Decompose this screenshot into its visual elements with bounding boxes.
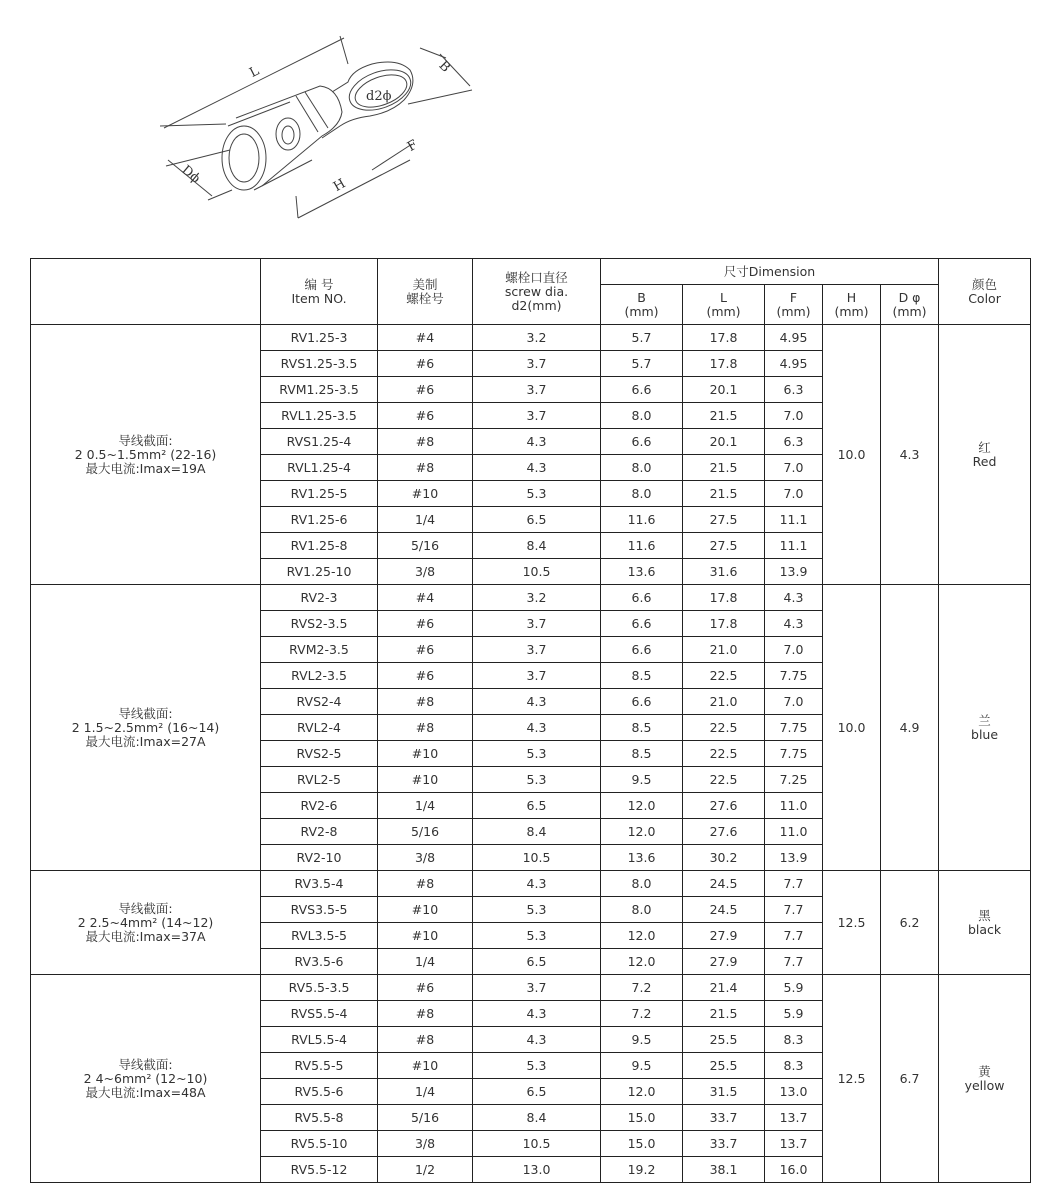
- cell-us: #8: [378, 1027, 473, 1053]
- cell-h: 10.0: [823, 325, 881, 585]
- cell-d2: 4.3: [473, 689, 601, 715]
- cell-f: 5.9: [765, 1001, 823, 1027]
- wire-current: 最大电流:Imax=19A: [85, 460, 206, 476]
- cell-d2: 8.4: [473, 1105, 601, 1131]
- cell-item: RVS2-3.5: [261, 611, 378, 637]
- cell-b: 8.0: [601, 871, 683, 897]
- cell-l: 21.5: [683, 403, 765, 429]
- cell-item: RV1.25-3: [261, 325, 378, 351]
- cell-d2: 6.5: [473, 949, 601, 975]
- cell-dphi: 4.9: [881, 585, 939, 871]
- cell-d2: 5.3: [473, 1053, 601, 1079]
- cell-l: 25.5: [683, 1053, 765, 1079]
- cell-l: 21.4: [683, 975, 765, 1001]
- cell-f: 13.0: [765, 1079, 823, 1105]
- cell-item: RVL2-5: [261, 767, 378, 793]
- cell-us: 3/8: [378, 559, 473, 585]
- cell-h: 10.0: [823, 585, 881, 871]
- wire-wire-label: 导线截面:: [118, 432, 173, 448]
- cell-d2: 6.5: [473, 793, 601, 819]
- cell-f: 13.9: [765, 559, 823, 585]
- cell-f: 11.1: [765, 507, 823, 533]
- table-row: [31, 871, 1031, 897]
- cell-d2: 8.4: [473, 533, 601, 559]
- cell-l: 21.0: [683, 689, 765, 715]
- label-b: B: [435, 58, 453, 76]
- cell-item: RVL1.25-4: [261, 455, 378, 481]
- header-us-bolt: 美制 螺栓号: [378, 259, 473, 325]
- cell-l: 24.5: [683, 871, 765, 897]
- cell-item: RVL1.25-3.5: [261, 403, 378, 429]
- cell-item: RV3.5-4: [261, 871, 378, 897]
- cell-b: 6.6: [601, 585, 683, 611]
- cell-item: RV1.25-10: [261, 559, 378, 585]
- cell-us: 5/16: [378, 533, 473, 559]
- cell-b: 8.0: [601, 403, 683, 429]
- cell-us: #6: [378, 637, 473, 663]
- cell-d2: 3.7: [473, 403, 601, 429]
- cell-f: 4.3: [765, 611, 823, 637]
- cell-us: #10: [378, 481, 473, 507]
- cell-l: 24.5: [683, 897, 765, 923]
- cell-l: 17.8: [683, 325, 765, 351]
- cell-d2: 13.0: [473, 1157, 601, 1183]
- cell-item: RV2-8: [261, 819, 378, 845]
- cell-item: RV5.5-5: [261, 1053, 378, 1079]
- wire-current: 最大电流:Imax=48A: [85, 1084, 206, 1100]
- cell-l: 22.5: [683, 767, 765, 793]
- cell-d2: 3.2: [473, 325, 601, 351]
- cell-h: 12.5: [823, 975, 881, 1183]
- cell-b: 7.2: [601, 1001, 683, 1027]
- cell-item: RVM1.25-3.5: [261, 377, 378, 403]
- cell-d2: 4.3: [473, 1027, 601, 1053]
- cell-f: 13.7: [765, 1105, 823, 1131]
- wire-wire-label: 导线截面:: [118, 900, 173, 916]
- cell-b: 6.6: [601, 637, 683, 663]
- cell-l: 27.5: [683, 507, 765, 533]
- cell-f: 8.3: [765, 1027, 823, 1053]
- header-color: 颜色 Color: [939, 259, 1031, 325]
- cell-l: 27.9: [683, 923, 765, 949]
- cell-d2: 4.3: [473, 715, 601, 741]
- cell-d2: 6.5: [473, 1079, 601, 1105]
- cell-us: #4: [378, 325, 473, 351]
- wire-wire-size: 2 2.5~4mm² (14~12): [77, 914, 214, 930]
- cell-d2: 4.3: [473, 1001, 601, 1027]
- cell-f: 13.7: [765, 1131, 823, 1157]
- color-cell: [939, 975, 1031, 1183]
- cell-b: 8.5: [601, 715, 683, 741]
- cell-us: 1/2: [378, 1157, 473, 1183]
- cell-item: RV2-6: [261, 793, 378, 819]
- spec-table: [30, 258, 1031, 1183]
- cell-l: 22.5: [683, 715, 765, 741]
- cell-l: 33.7: [683, 1131, 765, 1157]
- cell-f: 6.3: [765, 377, 823, 403]
- cell-us: #8: [378, 871, 473, 897]
- cell-l: 27.6: [683, 793, 765, 819]
- cell-item: RV5.5-6: [261, 1079, 378, 1105]
- cell-f: 5.9: [765, 975, 823, 1001]
- header-wire: [31, 259, 261, 325]
- cell-d2: 3.7: [473, 351, 601, 377]
- cell-b: 8.0: [601, 897, 683, 923]
- cell-item: RV3.5-6: [261, 949, 378, 975]
- wire-wire-size: 2 0.5~1.5mm² (22-16): [74, 446, 217, 462]
- cell-d2: 10.5: [473, 559, 601, 585]
- cell-b: 8.5: [601, 741, 683, 767]
- cell-us: #8: [378, 715, 473, 741]
- header-screw-dia: 螺栓口直径 screw dia. d2(mm): [473, 259, 601, 325]
- cell-f: 7.7: [765, 897, 823, 923]
- cell-item: RVS3.5-5: [261, 897, 378, 923]
- cell-item: RVL2-3.5: [261, 663, 378, 689]
- cell-f: 7.7: [765, 949, 823, 975]
- cell-d2: 5.3: [473, 897, 601, 923]
- header-l: L (mm): [683, 285, 765, 325]
- cell-us: 1/4: [378, 949, 473, 975]
- cell-item: RV2-10: [261, 845, 378, 871]
- cell-d2: 8.4: [473, 819, 601, 845]
- header-f: F (mm): [765, 285, 823, 325]
- table-row: [31, 585, 1031, 611]
- cell-d2: 3.7: [473, 663, 601, 689]
- cell-b: 12.0: [601, 819, 683, 845]
- cell-us: 3/8: [378, 845, 473, 871]
- ring-terminal-diagram: [150, 30, 480, 230]
- cell-f: 6.3: [765, 429, 823, 455]
- cell-us: #10: [378, 767, 473, 793]
- cell-f: 4.95: [765, 325, 823, 351]
- cell-item: RV1.25-5: [261, 481, 378, 507]
- cell-l: 17.8: [683, 611, 765, 637]
- cell-l: 22.5: [683, 741, 765, 767]
- color-en: Red: [972, 453, 997, 469]
- cell-l: 20.1: [683, 429, 765, 455]
- cell-f: 11.1: [765, 533, 823, 559]
- cell-b: 12.0: [601, 1079, 683, 1105]
- cell-dphi: 4.3: [881, 325, 939, 585]
- wire-spec-cell: [31, 325, 261, 585]
- cell-l: 17.8: [683, 585, 765, 611]
- cell-f: 7.0: [765, 689, 823, 715]
- cell-us: #10: [378, 741, 473, 767]
- cell-item: RVM2-3.5: [261, 637, 378, 663]
- cell-b: 15.0: [601, 1131, 683, 1157]
- cell-l: 21.5: [683, 481, 765, 507]
- cell-item: RVL5.5-4: [261, 1027, 378, 1053]
- cell-item: RV5.5-12: [261, 1157, 378, 1183]
- cell-us: 3/8: [378, 1131, 473, 1157]
- wire-current: 最大电流:Imax=37A: [85, 928, 206, 944]
- cell-b: 5.7: [601, 325, 683, 351]
- cell-b: 12.0: [601, 949, 683, 975]
- color-cell: [939, 871, 1031, 975]
- cell-d2: 10.5: [473, 845, 601, 871]
- cell-f: 7.75: [765, 663, 823, 689]
- cell-d2: 5.3: [473, 481, 601, 507]
- cell-b: 11.6: [601, 533, 683, 559]
- cell-f: 7.0: [765, 403, 823, 429]
- cell-l: 17.8: [683, 351, 765, 377]
- color-cn: 兰: [978, 712, 991, 728]
- cell-d2: 3.7: [473, 975, 601, 1001]
- cell-f: 7.25: [765, 767, 823, 793]
- cell-f: 11.0: [765, 793, 823, 819]
- wire-spec-cell: [31, 871, 261, 975]
- cell-l: 21.5: [683, 455, 765, 481]
- cell-f: 7.0: [765, 481, 823, 507]
- table-row: [31, 975, 1031, 1001]
- cell-f: 4.95: [765, 351, 823, 377]
- cell-us: #6: [378, 663, 473, 689]
- table-row: [31, 325, 1031, 351]
- header-b: B (mm): [601, 285, 683, 325]
- cell-b: 12.0: [601, 923, 683, 949]
- cell-l: 30.2: [683, 845, 765, 871]
- color-cn: 黄: [978, 1063, 991, 1079]
- cell-us: 1/4: [378, 507, 473, 533]
- cell-b: 6.6: [601, 377, 683, 403]
- cell-l: 33.7: [683, 1105, 765, 1131]
- cell-d2: 6.5: [473, 507, 601, 533]
- cell-b: 19.2: [601, 1157, 683, 1183]
- cell-b: 8.5: [601, 663, 683, 689]
- cell-h: 12.5: [823, 871, 881, 975]
- cell-us: #6: [378, 403, 473, 429]
- cell-item: RVS5.5-4: [261, 1001, 378, 1027]
- cell-item: RVS2-4: [261, 689, 378, 715]
- cell-dphi: 6.7: [881, 975, 939, 1183]
- cell-b: 8.0: [601, 455, 683, 481]
- cell-b: 13.6: [601, 559, 683, 585]
- cell-b: 6.6: [601, 429, 683, 455]
- cell-l: 22.5: [683, 663, 765, 689]
- color-cell: [939, 585, 1031, 871]
- cell-d2: 4.3: [473, 871, 601, 897]
- cell-f: 4.3: [765, 585, 823, 611]
- cell-b: 5.7: [601, 351, 683, 377]
- cell-item: RVL2-4: [261, 715, 378, 741]
- cell-item: RVL3.5-5: [261, 923, 378, 949]
- cell-item: RV2-3: [261, 585, 378, 611]
- label-h: H: [331, 176, 349, 195]
- cell-b: 15.0: [601, 1105, 683, 1131]
- cell-us: #4: [378, 585, 473, 611]
- cell-item: RV5.5-8: [261, 1105, 378, 1131]
- cell-f: 7.0: [765, 637, 823, 663]
- cell-f: 11.0: [765, 819, 823, 845]
- color-en: yellow: [964, 1077, 1005, 1093]
- header-dphi: D φ (mm): [881, 285, 939, 325]
- cell-f: 7.7: [765, 923, 823, 949]
- cell-l: 27.5: [683, 533, 765, 559]
- label-d: Dϕ: [178, 162, 203, 187]
- cell-us: #8: [378, 455, 473, 481]
- cell-us: 1/4: [378, 1079, 473, 1105]
- cell-item: RVS2-5: [261, 741, 378, 767]
- cell-f: 7.7: [765, 871, 823, 897]
- color-en: blue: [971, 726, 999, 742]
- cell-item: RV1.25-6: [261, 507, 378, 533]
- cell-item: RV5.5-10: [261, 1131, 378, 1157]
- cell-b: 9.5: [601, 767, 683, 793]
- cell-f: 7.75: [765, 741, 823, 767]
- cell-b: 9.5: [601, 1053, 683, 1079]
- cell-item: RV1.25-8: [261, 533, 378, 559]
- wire-spec-cell: [31, 585, 261, 871]
- color-cell: [939, 325, 1031, 585]
- cell-d2: 4.3: [473, 455, 601, 481]
- cell-d2: 5.3: [473, 923, 601, 949]
- cell-b: 8.0: [601, 481, 683, 507]
- cell-l: 21.5: [683, 1001, 765, 1027]
- cell-us: #8: [378, 689, 473, 715]
- cell-d2: 3.7: [473, 377, 601, 403]
- cell-us: #10: [378, 1053, 473, 1079]
- wire-wire-size: 2 4~6mm² (12~10): [83, 1070, 208, 1086]
- cell-d2: 3.7: [473, 611, 601, 637]
- cell-item: RVS1.25-4: [261, 429, 378, 455]
- cell-l: 31.6: [683, 559, 765, 585]
- cell-f: 16.0: [765, 1157, 823, 1183]
- cell-us: #8: [378, 1001, 473, 1027]
- cell-us: #6: [378, 611, 473, 637]
- cell-us: #8: [378, 429, 473, 455]
- cell-b: 13.6: [601, 845, 683, 871]
- cell-b: 6.6: [601, 689, 683, 715]
- cell-us: 5/16: [378, 1105, 473, 1131]
- cell-l: 21.0: [683, 637, 765, 663]
- cell-f: 7.0: [765, 455, 823, 481]
- cell-l: 27.9: [683, 949, 765, 975]
- color-cn: 红: [978, 439, 991, 455]
- header-dimension: 尺寸Dimension: [601, 259, 939, 285]
- cell-us: #10: [378, 923, 473, 949]
- wire-wire-size: 2 1.5~2.5mm² (16~14): [71, 719, 220, 735]
- cell-b: 7.2: [601, 975, 683, 1001]
- cell-l: 25.5: [683, 1027, 765, 1053]
- cell-us: 5/16: [378, 819, 473, 845]
- wire-spec-cell: [31, 975, 261, 1183]
- wire-wire-label: 导线截面:: [118, 1056, 173, 1072]
- cell-f: 8.3: [765, 1053, 823, 1079]
- cell-d2: 3.2: [473, 585, 601, 611]
- header-item: 编 号 Item NO.: [261, 259, 378, 325]
- cell-item: RV5.5-3.5: [261, 975, 378, 1001]
- cell-l: 20.1: [683, 377, 765, 403]
- label-f: F: [405, 137, 421, 155]
- cell-f: 7.75: [765, 715, 823, 741]
- cell-l: 31.5: [683, 1079, 765, 1105]
- cell-b: 12.0: [601, 793, 683, 819]
- cell-f: 13.9: [765, 845, 823, 871]
- cell-d2: 3.7: [473, 637, 601, 663]
- label-d2: d2ϕ: [366, 89, 392, 104]
- cell-us: #6: [378, 975, 473, 1001]
- cell-b: 9.5: [601, 1027, 683, 1053]
- cell-d2: 5.3: [473, 767, 601, 793]
- cell-d2: 5.3: [473, 741, 601, 767]
- cell-d2: 4.3: [473, 429, 601, 455]
- color-cn: 黑: [978, 907, 991, 923]
- cell-b: 11.6: [601, 507, 683, 533]
- color-en: black: [967, 921, 1002, 937]
- cell-us: #6: [378, 351, 473, 377]
- cell-us: 1/4: [378, 793, 473, 819]
- cell-b: 6.6: [601, 611, 683, 637]
- cell-us: #6: [378, 377, 473, 403]
- cell-dphi: 6.2: [881, 871, 939, 975]
- cell-d2: 10.5: [473, 1131, 601, 1157]
- cell-item: RVS1.25-3.5: [261, 351, 378, 377]
- header-h: H (mm): [823, 285, 881, 325]
- wire-current: 最大电流:Imax=27A: [85, 733, 206, 749]
- cell-l: 38.1: [683, 1157, 765, 1183]
- cell-l: 27.6: [683, 819, 765, 845]
- cell-us: #10: [378, 897, 473, 923]
- wire-wire-label: 导线截面:: [118, 705, 173, 721]
- label-l: L: [247, 63, 262, 81]
